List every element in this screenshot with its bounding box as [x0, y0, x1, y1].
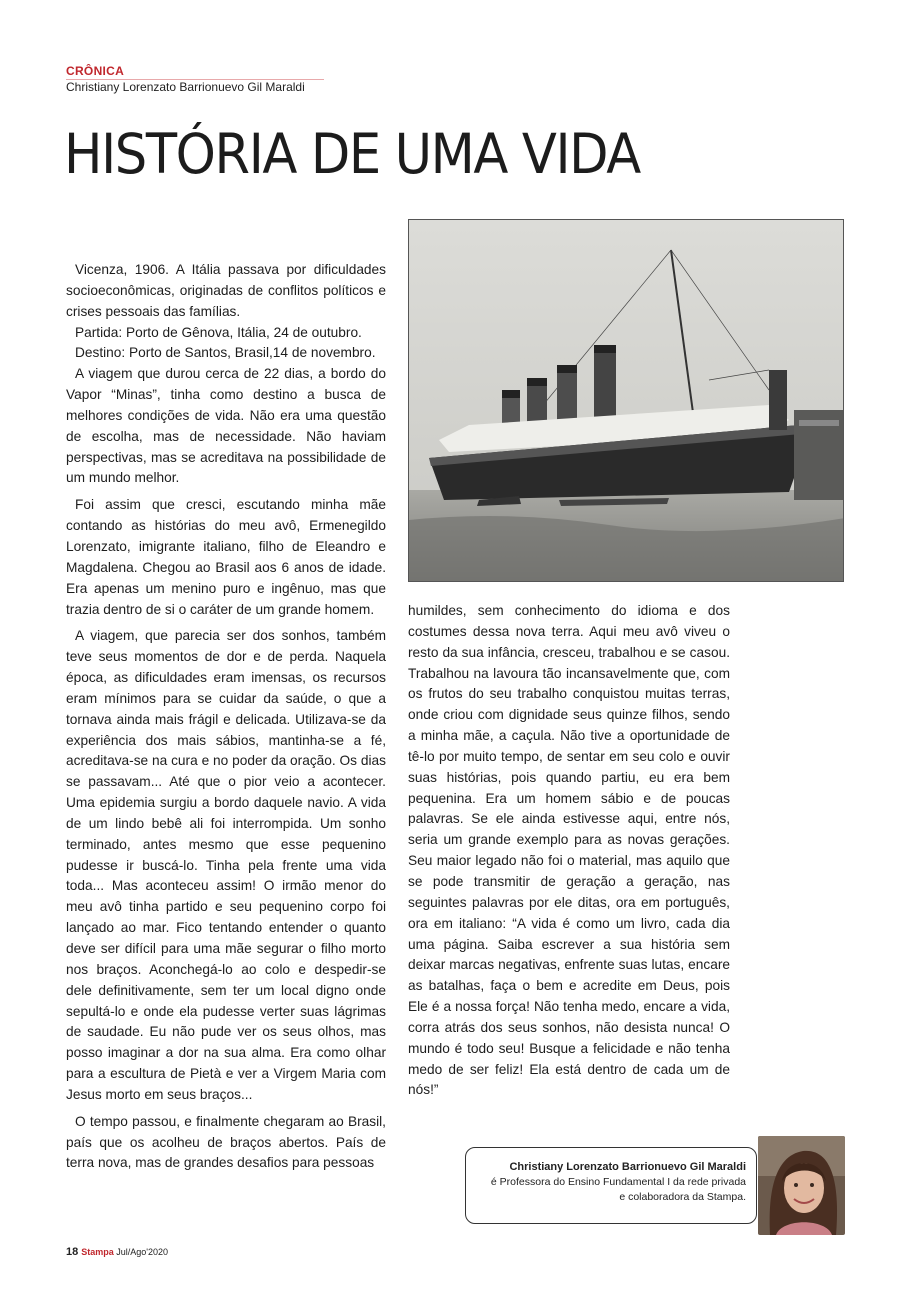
bio-description-line-2: e colaboradora da Stampa. [619, 1191, 746, 1203]
paragraph: A viagem que durou cerca de 22 dias, a bordo do Vapor “Minas”, tinha como destino a busca de melhores condições de vida. Não era uma questão de escolha, mas de necessidade. Não haviam perspectivas, mas se acreditava na possibilidade de um mundo melhor. [66, 366, 386, 486]
article-column-right [408, 601, 730, 1101]
magazine-brand: Stampa [81, 1247, 114, 1257]
author-portrait [758, 1136, 845, 1235]
steamship-photo [408, 219, 844, 582]
bio-author-name: Christiany Lorenzato Barrionuevo Gil Maraldi [509, 1161, 746, 1173]
author-byline: Christiany Lorenzato Barrionuevo Gil Maraldi [66, 80, 305, 94]
author-photo [758, 1136, 845, 1235]
bio-description-line-1: é Professora do Ensino Fundamental I da rede privada [490, 1176, 746, 1188]
paragraph: Partida: Porto de Gênova, Itália, 24 de outubro. [75, 324, 362, 340]
article-title: HISTÓRIA DE UMA VIDA [64, 122, 640, 186]
page-footer [66, 1246, 168, 1258]
paragraph: Vicenza, 1906. A Itália passava por dificuldades socioeconômicas, originadas de conflitos políticos e crises pessoais das famílias. [66, 262, 386, 319]
article-column-left [66, 260, 386, 1174]
issue-date: Jul/Ago'2020 [116, 1247, 169, 1257]
paragraph: Foi assim que cresci, escutando minha mãe contando as histórias do meu avô, Ermenegildo Lorenzato, imigrante italiano, filho de Eleandro e Magdalena. Chegou ao Brasil aos 6 anos de idade. Era apenas um menino puro e ingênuo, mas que trazia dentro de si o caráter de um grande homem. [66, 497, 386, 617]
page-number: 18 [66, 1246, 79, 1258]
paragraph: A viagem, que parecia ser dos sonhos, também teve seus momentos de dor e de perda. Naquela época, as dificuldades eram imensas, os recursos eram mínimos para se cuidar da saúde, o que a tornava ainda mais frágil e delicada. Utilizava-se da experiência dos mais sábios, mantinha-se a fé, acreditava-se na cura e no poder da oração. Os dias se passavam... Até que o pior veio a acontecer. Uma epidemia surgiu a bordo daquele navio. A vida de um lindo bebê ali foi interrompida. Um sonho terminado, antes mesmo que esse pequenino pudesse ir buscá-lo. Tinha pela frente uma vida toda... Mas aconteceu assim! O irmão menor do meu avô tinha partido e seu pequenino corpo foi lançado ao mar. Fico tentando entender o quanto deve ser difícil para uma mãe segurar o filho morto nos braços. Aconchegá-lo ao colo e despedir-se dele definitivamente, sem ter um local digno onde sepultá-lo e onde ela pudesse verter suas lágrimas de saudade. Eu não pude ver os seus olhos, mas posso imaginar a dor na sua alma. Era como olhar para a escultura de Pietà e ver a Virgem Maria com Jesus morto em seus braços... [66, 628, 386, 1102]
section-tag: CRÔNICA [66, 64, 324, 80]
paragraph: Destino: Porto de Santos, Brasil,14 de novembro. [75, 345, 376, 361]
paragraph: humildes, sem conhecimento do idioma e dos costumes dessa nova terra. Aqui meu avô viveu o resto da sua infância, cresceu, trabalhou e se casou. Trabalhou na lavoura tão incansavelmente que, com os frutos do seu trabalho conquistou muitas terras, onde criou com dignidade seus quinze filhos, sendo a minha mãe, a caçula. Não tive a oportunidade de tê-lo por muito tempo, de sentar em seu colo e ouvir suas histórias, pois quando partiu, eu era bem pequenina. Era um homem sábio e de poucas palavras. Se ele ainda estivesse aqui, entre nós, seria um grande exemplo para as novas gerações. Seu maior legado não foi o material, mas aquilo que se pode transmitir de geração a geração, nas seguintes palavras por ele ditas, ora em português, ora em italiano: “A vida é como um livro, cada dia uma página. Saiba escrever a sua história sem deixar marcas negativas, enfrente suas lutas, encare as batalhas, faça o bem e acredite em Deus, pois Ele é a nossa força! Não tenha medo, encare a vida, corra atrás dos seus sonhos, não desista nunca! O mundo é todo seu! Busque a felicidade e não tenha medo de ser feliz! Ela está dentro de cada um de nós!” [408, 603, 730, 1098]
steamship-illustration [409, 220, 844, 582]
author-bio [465, 1147, 757, 1224]
paragraph: O tempo passou, e finalmente chegaram ao Brasil, país que os acolheu de braços abertos. País de terra nova, mas de grandes desafios para pessoas [66, 1113, 386, 1171]
